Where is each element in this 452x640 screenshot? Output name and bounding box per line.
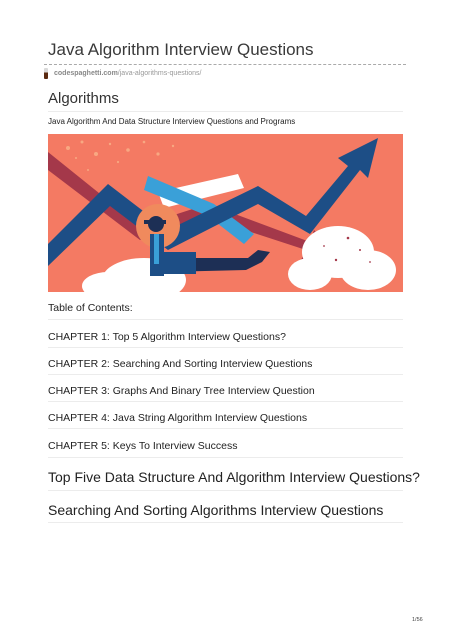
section-subtitle: Java Algorithm And Data Structure Interview Questions and Programs	[48, 117, 296, 126]
page-title: Java Algorithm Interview Questions	[48, 40, 314, 59]
toc-item-chapter-4[interactable]: CHAPTER 4: Java String Algorithm Interview Questions	[48, 412, 308, 424]
toc-item-chapter-3[interactable]: CHAPTER 3: Graphs And Binary Tree Interview Question	[48, 385, 315, 397]
pin-icon	[44, 68, 48, 79]
page-number: 1/56	[412, 617, 423, 623]
divider	[48, 401, 403, 402]
divider	[48, 428, 403, 429]
divider	[48, 319, 403, 320]
toc-item-chapter-2[interactable]: CHAPTER 2: Searching And Sorting Interview Questions	[48, 358, 313, 370]
toc-item-chapter-1[interactable]: CHAPTER 1: Top 5 Algorithm Interview Questions?	[48, 331, 286, 343]
toc-item-chapter-5[interactable]: CHAPTER 5: Keys To Interview Success	[48, 440, 238, 452]
divider	[48, 522, 403, 523]
hero-illustration	[48, 134, 403, 292]
source-link[interactable]	[44, 66, 406, 80]
section-heading-algorithms: Algorithms	[48, 90, 119, 107]
divider	[48, 374, 403, 375]
source-path[interactable]: /java-algorithms-questions/	[117, 69, 202, 77]
toc-label: Table of Contents:	[48, 302, 133, 314]
dashed-divider	[44, 64, 406, 65]
divider	[48, 490, 403, 491]
growth-arrows-illustration-icon	[48, 134, 403, 292]
source-domain[interactable]: codespaghetti.com	[54, 69, 118, 77]
divider	[48, 457, 403, 458]
heading-searching-sorting: Searching And Sorting Algorithms Interview Questions	[48, 502, 384, 518]
divider	[48, 347, 403, 348]
divider	[48, 111, 403, 112]
heading-top-five: Top Five Data Structure And Algorithm Interview Questions?	[48, 469, 420, 485]
